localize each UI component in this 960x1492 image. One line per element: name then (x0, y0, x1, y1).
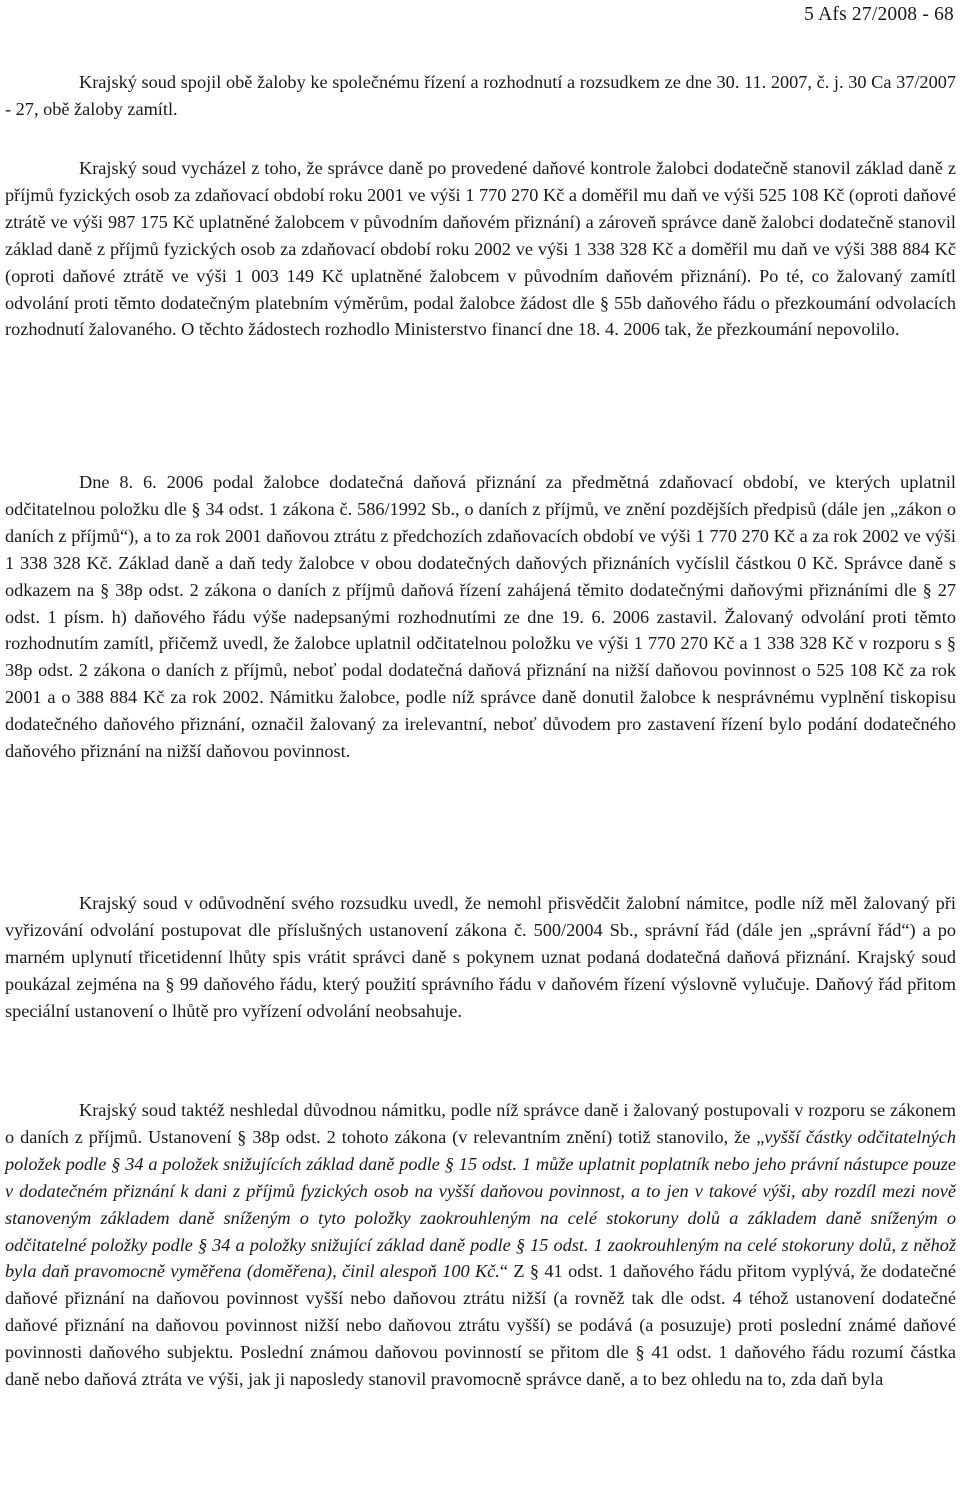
paragraph-3: Dne 8. 6. 2006 podal žalobce dodatečná daňová přiznání za předmětná zdaňovací období, ve kterých uplatnil odčitatelnou položku dle § 34 odst. 1 zákona č. 586/1992 Sb., o daních z příjmů, ve znění pozdějších předpisů (dále jen „zákon o daních z příjmů“), a to za rok 2001 daňovou ztrátu z předchozích zdaňovacích období ve výši 1 770 270 Kč a za rok 2002 ve výši 1 338 328 Kč. Základ daně a daň tedy žalobce v obou dodatečných daňových přiznáních vyčíslil částkou 0 Kč. Správce daně s odkazem na § 38p odst. 2 zákona o daních z příjmů daňová řízení zahájená těmito dodatečnými daňovými přiznáními dle § 27 odst. 1 písm. h) daňového řádu výše nadepsanými rozhodnutími ze dne 19. 6. 2006 zastavil. Žalovaný odvolání proti těmto rozhodnutím zamítl, přičemž uvedl, že žalobce uplatnil odčitatelnou položku ve výši 1 770 270 Kč a 1 338 328 Kč v rozporu s § 38p odst. 2 zákona o daních z příjmů, neboť podal dodatečná daňová přiznání na nižší daňovou povinnost o 525 108 Kč za rok 2001 a o 388 884 Kč za rok 2002. Námitku žalobce, podle níž správce daně donutil žalobce k nesprávnému vyplnění tiskopisu dodatečného daňového přiznání, označil žalovaný za irelevantní, neboť důvodem pro zastavení řízení bylo podání dodatečného daňového přiznání na nižší daňovou povinnost. (5, 472, 956, 762)
paragraph-2: Krajský soud vycházel z toho, že správce daně po provedené daňové kontrole žalobci dodatečně stanovil základ daně z příjmů fyzických osob za zdaňovací období roku 2001 ve výši 1 770 270 Kč a doměřil mu daň ve výši 525 108 Kč (oproti daňové ztrátě ve výši 987 175 Kč uplatněné žalobcem v původním daňovém přiznání) a zároveň správce daně žalobci dodatečně stanovil základ daně z příjmů fyzických osob za zdaňovací období roku 2002 ve výši 1 338 328 Kč a doměřil mu daň ve výši 388 884 Kč (oproti daňové ztrátě ve výši 1 003 149 Kč uplatněné žalobcem v původním daňovém přiznání). Po té, co žalovaný zamítl odvolání proti těmto dodatečným platebním výměrům, podal žalobce žádost dle § 55b daňového řádu o přezkoumání odvolacích rozhodnutí žalovaného. O těchto žádostech rozhodlo Ministerstvo financí dne 18. 4. 2006 tak, že přezkoumání nepovolilo. (5, 158, 956, 340)
statute-quote: vyšší částky odčitatelných položek podle § 34 a položek snižujících základ daně podle § 15 odst. 1 může uplatnit poplatník nebo jeho právní nástupce pouze v dodatečném přiznání k dani z příjmů fyzických osob na vyšší daňovou povinnost, a to jen v takové výši, aby rozdíl mezi nově stanoveným základem daně sníženým o tyto položky zaokrouhleným na celé stokoruny dolů a základem daně sníženým o odčitatelné položky podle § 34 a položky snižující základ daně podle § 15 odst. 1 zaokrouhleným na celé stokoruny dolů, z něhož byla daň pravomocně vyměřena (doměřena), činil alespoň 100 Kč. (5, 1126, 956, 1282)
paragraph-4: Krajský soud v odůvodnění svého rozsudku uvedl, že nemohl přisvědčit žalobní námitce, podle níž měl žalovaný při vyřizování odvolání postupovat dle příslušných ustanovení zákona č. 500/2004 Sb., správní řád (dále jen „správní řád“) a po marném uplynutí třicetidenní lhůty spis vrátit správci daně s pokynem uznat podaná dodatečná daňová přiznání. Krajský soud poukázal zejména na § 99 daňového řádu, který použití správního řádu v daňovém řízení výslovně vylučuje. Daňový řád přitom speciální ustanovení o lhůtě pro vyřízení odvolání neobsahuje. (5, 893, 956, 1021)
paragraph-5 (5, 1097, 956, 1393)
paragraph-5-intro: Krajský soud taktéž neshledal důvodnou námitku, podle níž správce daně i žalovaný postupovali v rozporu se zákonem o daních z příjmů. Ustanovení § 38p odst. 2 tohoto zákona (v relevantním znění) totiž stanovilo, že „ (5, 1100, 956, 1147)
paragraph-1: Krajský soud spojil obě žaloby ke společnému řízení a rozhodnutí a rozsudkem ze dne 30. 11. 2007, č. j. 30 Ca 37/2007 - 27, obě žaloby zamítl. (5, 72, 956, 119)
paragraph-5-continuation: “ Z § 41 odst. 1 daňového řádu přitom vyplývá, že dodatečné daňové přiznání na daňovou povinnost vyšší nebo daňovou ztrátu nižší (a rovněž tak dle odst. 4 téhož ustanovení dodatečné daňové přiznání na daňovou povinnost nižší nebo daňovou ztrátu vyšší) se podává (a posuzuje) proti poslední známé daňové povinnosti daňového subjektu. Poslední známou daňovou povinností se přitom dle § 41 odst. 1 daňového řádu rozumí částka daně nebo daňová ztráta ve výši, jak ji naposledy stanovil pravomocně správce daně, a to bez ohledu na to, zda daň byla (5, 1261, 956, 1390)
case-reference: 5 Afs 27/2008 - 68 (804, 4, 954, 25)
